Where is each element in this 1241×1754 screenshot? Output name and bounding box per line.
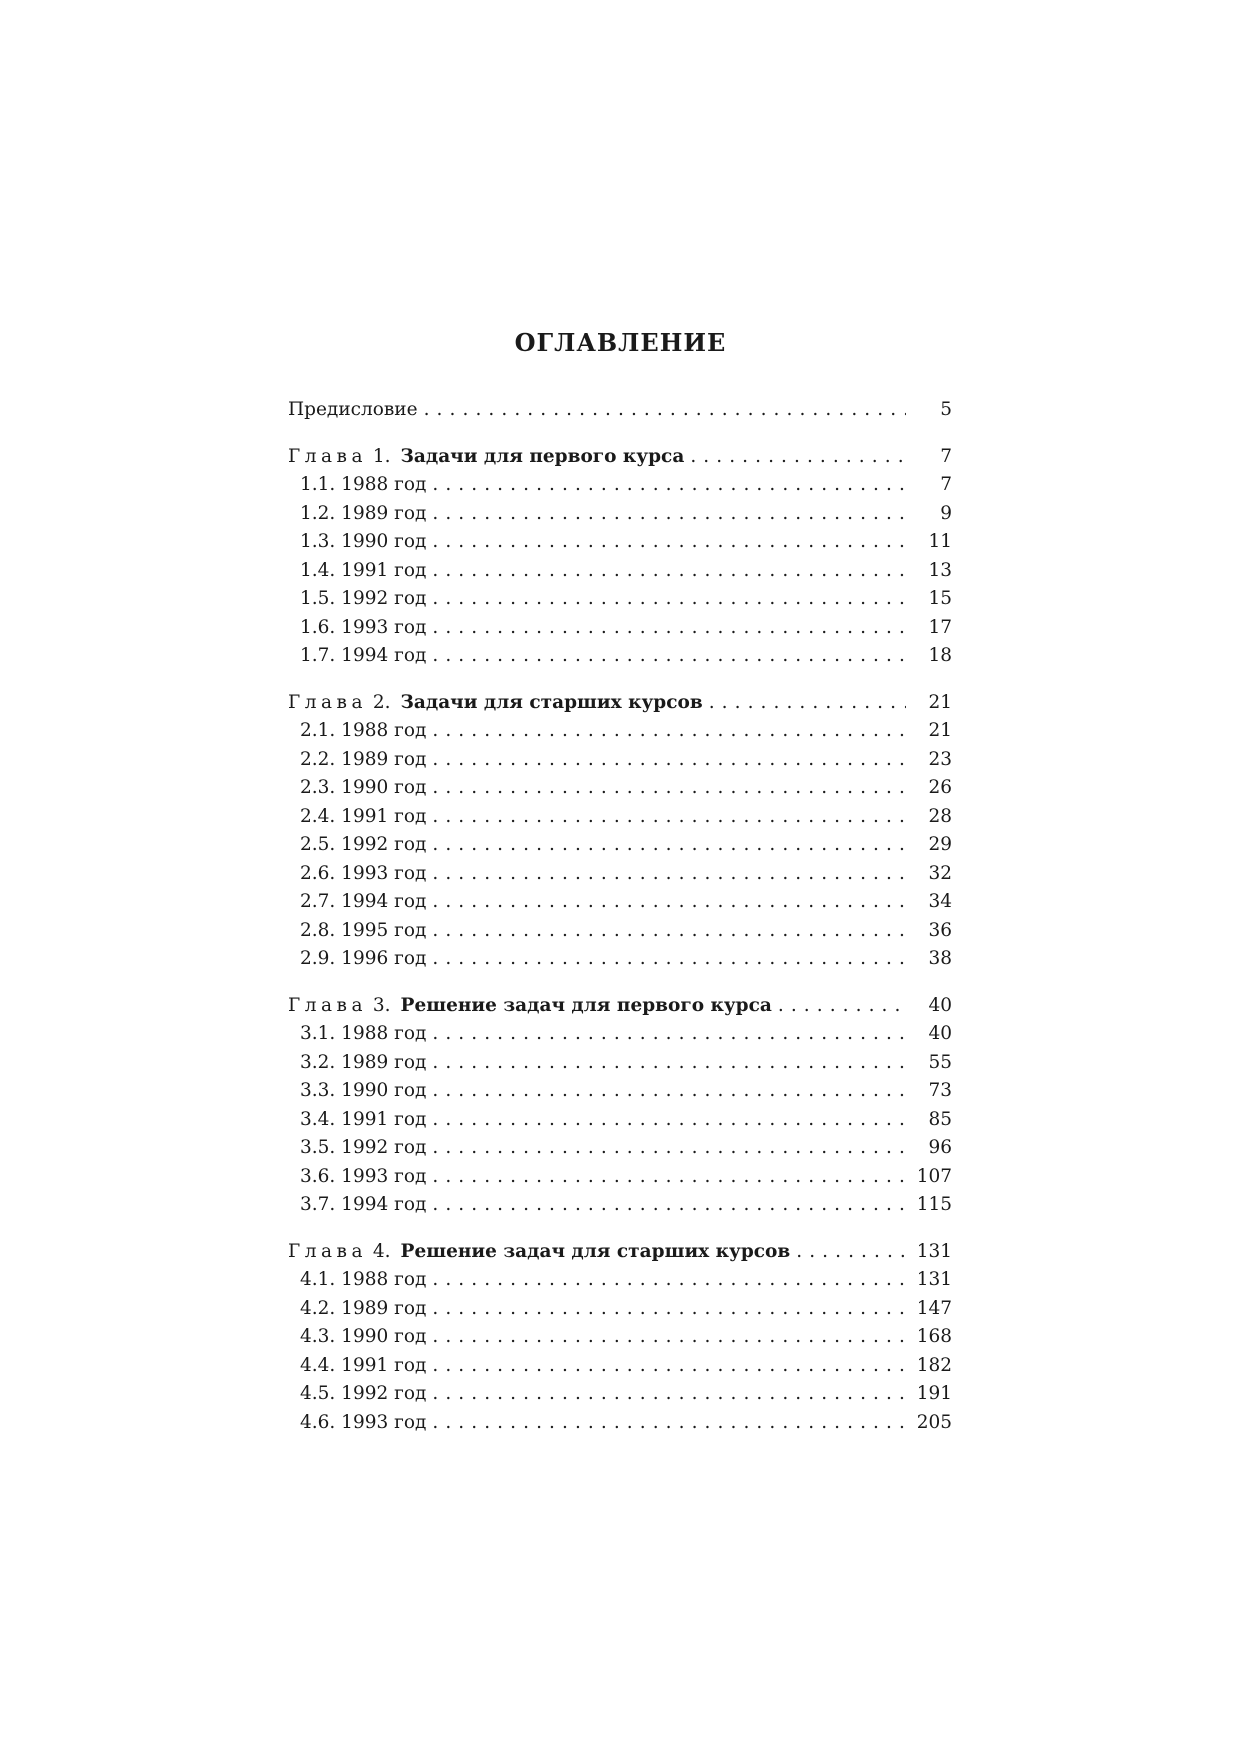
dot-leader: [432, 1163, 906, 1191]
toc-section[interactable]: [288, 945, 952, 974]
toc-section-label: 4.1. 1988 год: [300, 1266, 432, 1294]
toc-section[interactable]: [288, 803, 952, 832]
toc-section[interactable]: [288, 917, 952, 946]
toc-section-page: 85: [906, 1106, 952, 1134]
toc-section-label: 1.5. 1992 год: [300, 585, 432, 613]
toc-chapter-label: [288, 443, 690, 471]
dot-leader: [432, 1295, 906, 1323]
toc-section-page: 36: [906, 917, 952, 945]
dot-leader: [432, 860, 906, 888]
toc-section-label: 1.7. 1994 год: [300, 642, 432, 670]
toc-section-page: 32: [906, 860, 952, 888]
toc-entry-page: 5: [906, 396, 952, 424]
toc-section-page: 168: [906, 1323, 952, 1351]
toc-section-page: 131: [906, 1266, 952, 1294]
toc-section[interactable]: [288, 717, 952, 746]
toc-section[interactable]: [288, 1077, 952, 1106]
toc-section[interactable]: [288, 1106, 952, 1135]
toc-section-label: 3.5. 1992 год: [300, 1134, 432, 1162]
chapter-title: Решение задач для старших курсов: [400, 1240, 791, 1262]
toc-section-label: 1.4. 1991 год: [300, 557, 432, 585]
toc-section-page: 182: [906, 1352, 952, 1380]
toc-section[interactable]: [288, 1323, 952, 1352]
dot-leader: [432, 1323, 906, 1351]
toc-section-page: 23: [906, 746, 952, 774]
toc-chapter-label: [288, 1238, 796, 1266]
toc-section-page: 147: [906, 1295, 952, 1323]
toc-section[interactable]: [288, 614, 952, 643]
dot-leader: [432, 917, 906, 945]
toc-section[interactable]: [288, 1134, 952, 1163]
toc-section-label: 2.1. 1988 год: [300, 717, 432, 745]
toc-section-page: 205: [906, 1409, 952, 1437]
toc-section-page: 7: [906, 471, 952, 499]
toc-section-page: 17: [906, 614, 952, 642]
dot-leader: [432, 500, 906, 528]
toc-section-label: 2.4. 1991 год: [300, 803, 432, 831]
toc-entry-page: 7: [906, 443, 952, 471]
toc-section-page: 29: [906, 831, 952, 859]
toc-section-page: 40: [906, 1020, 952, 1048]
toc-section[interactable]: [288, 471, 952, 500]
toc-section-page: 11: [906, 528, 952, 556]
toc-section-label: 2.9. 1996 год: [300, 945, 432, 973]
toc-section[interactable]: [288, 1191, 952, 1220]
toc-section-label: 4.3. 1990 год: [300, 1323, 432, 1351]
toc-section-page: 28: [906, 803, 952, 831]
dot-leader: [432, 1106, 906, 1134]
toc-section-label: 2.2. 1989 год: [300, 746, 432, 774]
dot-leader: [432, 831, 906, 859]
chapter-number: 2.: [372, 691, 391, 713]
toc-chapter-label: [288, 689, 709, 717]
toc-section[interactable]: [288, 1020, 952, 1049]
chapter-number: 4.: [372, 1240, 391, 1262]
toc-chapter-2[interactable]: [288, 689, 952, 718]
toc-section-label: 3.3. 1990 год: [300, 1077, 432, 1105]
dot-leader: [432, 1134, 906, 1162]
toc-section-page: 107: [906, 1163, 952, 1191]
toc-section-label: 3.2. 1989 год: [300, 1049, 432, 1077]
toc-section[interactable]: [288, 1163, 952, 1192]
toc-chapter-1[interactable]: [288, 443, 952, 472]
chapter-prefix: Глава: [288, 691, 367, 713]
dot-leader: [778, 992, 906, 1020]
toc-section-page: 38: [906, 945, 952, 973]
dot-leader: [432, 746, 906, 774]
toc-section-label: 1.6. 1993 год: [300, 614, 432, 642]
toc-section[interactable]: [288, 1295, 952, 1324]
toc-section[interactable]: [288, 500, 952, 529]
toc-section-label: 1.3. 1990 год: [300, 528, 432, 556]
dot-leader: [432, 1191, 906, 1219]
toc-section-page: 9: [906, 500, 952, 528]
toc-section-label: 1.2. 1989 год: [300, 500, 432, 528]
dot-leader: [432, 1352, 906, 1380]
toc-section-page: 73: [906, 1077, 952, 1105]
toc-section[interactable]: [288, 528, 952, 557]
chapter-prefix: Глава: [288, 1240, 367, 1262]
toc-section[interactable]: [288, 1380, 952, 1409]
toc-section-label: 1.1. 1988 год: [300, 471, 432, 499]
toc-section[interactable]: [288, 642, 952, 671]
toc-section[interactable]: [288, 1352, 952, 1381]
dot-leader: [709, 689, 906, 717]
toc-chapter-4[interactable]: [288, 1238, 952, 1267]
dot-leader: [432, 1020, 906, 1048]
toc-section[interactable]: [288, 831, 952, 860]
toc-section-page: 115: [906, 1191, 952, 1219]
dot-leader: [432, 1049, 906, 1077]
page-title: ОГЛАВЛЕНИЕ: [514, 328, 727, 357]
dot-leader: [432, 614, 906, 642]
chapter-title: Задачи для первого курса: [400, 445, 685, 467]
dot-leader: [796, 1238, 906, 1266]
toc-section-label: 2.8. 1995 год: [300, 917, 432, 945]
dot-leader: [690, 443, 906, 471]
toc-entry-label: Предисловие: [288, 396, 424, 424]
dot-leader: [432, 1409, 906, 1437]
toc-section-page: 191: [906, 1380, 952, 1408]
toc-section-page: 13: [906, 557, 952, 585]
dot-leader: [432, 803, 906, 831]
toc-section-label: 2.5. 1992 год: [300, 831, 432, 859]
toc-section-page: 26: [906, 774, 952, 802]
toc-section-label: 3.6. 1993 год: [300, 1163, 432, 1191]
toc-section-label: 4.2. 1989 год: [300, 1295, 432, 1323]
dot-leader: [432, 1077, 906, 1105]
toc-section-page: 18: [906, 642, 952, 670]
toc-section-page: 21: [906, 717, 952, 745]
dot-leader: [432, 528, 906, 556]
toc-chapter-3[interactable]: [288, 992, 952, 1021]
chapter-number: 1.: [372, 445, 391, 467]
toc-section-label: 4.5. 1992 год: [300, 1380, 432, 1408]
chapter-prefix: Глава: [288, 994, 367, 1016]
toc-entry-preface[interactable]: [288, 396, 952, 425]
toc-section[interactable]: [288, 1049, 952, 1078]
toc-section-label: 4.6. 1993 год: [300, 1409, 432, 1437]
chapter-title: Решение задач для первого курса: [400, 994, 772, 1016]
toc-section-label: 2.3. 1990 год: [300, 774, 432, 802]
toc-section-label: 3.4. 1991 год: [300, 1106, 432, 1134]
dot-leader: [432, 642, 906, 670]
toc-section[interactable]: [288, 1409, 952, 1438]
dot-leader: [432, 717, 906, 745]
toc-section[interactable]: [288, 1266, 952, 1295]
toc-section-page: 55: [906, 1049, 952, 1077]
toc-section[interactable]: [288, 888, 952, 917]
toc-entry-page: 40: [906, 992, 952, 1020]
toc-section-page: 15: [906, 585, 952, 613]
toc-entry-page: 21: [906, 689, 952, 717]
toc-entry-page: 131: [906, 1238, 952, 1266]
dot-leader: [432, 471, 906, 499]
toc-section-page: 96: [906, 1134, 952, 1162]
toc-chapter-label: [288, 992, 778, 1020]
chapter-title: Задачи для старших курсов: [400, 691, 703, 713]
toc-section-page: 34: [906, 888, 952, 916]
toc-section[interactable]: [288, 860, 952, 889]
toc-section-label: 4.4. 1991 год: [300, 1352, 432, 1380]
dot-leader: [432, 1380, 906, 1408]
dot-leader: [432, 945, 906, 973]
dot-leader: [432, 585, 906, 613]
toc-section-label: 2.6. 1993 год: [300, 860, 432, 888]
chapter-number: 3.: [372, 994, 391, 1016]
toc-section-label: 3.7. 1994 год: [300, 1191, 432, 1219]
dot-leader: [432, 557, 906, 585]
toc-section-label: 3.1. 1988 год: [300, 1020, 432, 1048]
dot-leader: [432, 888, 906, 916]
dot-leader: [432, 1266, 906, 1294]
toc-section[interactable]: [288, 585, 952, 614]
chapter-prefix: Глава: [288, 445, 367, 467]
toc-section[interactable]: [288, 557, 952, 586]
toc-section-label: 2.7. 1994 год: [300, 888, 432, 916]
table-of-contents: [288, 396, 952, 1437]
toc-section[interactable]: [288, 746, 952, 775]
toc-section[interactable]: [288, 774, 952, 803]
dot-leader: [424, 396, 906, 424]
dot-leader: [432, 774, 906, 802]
